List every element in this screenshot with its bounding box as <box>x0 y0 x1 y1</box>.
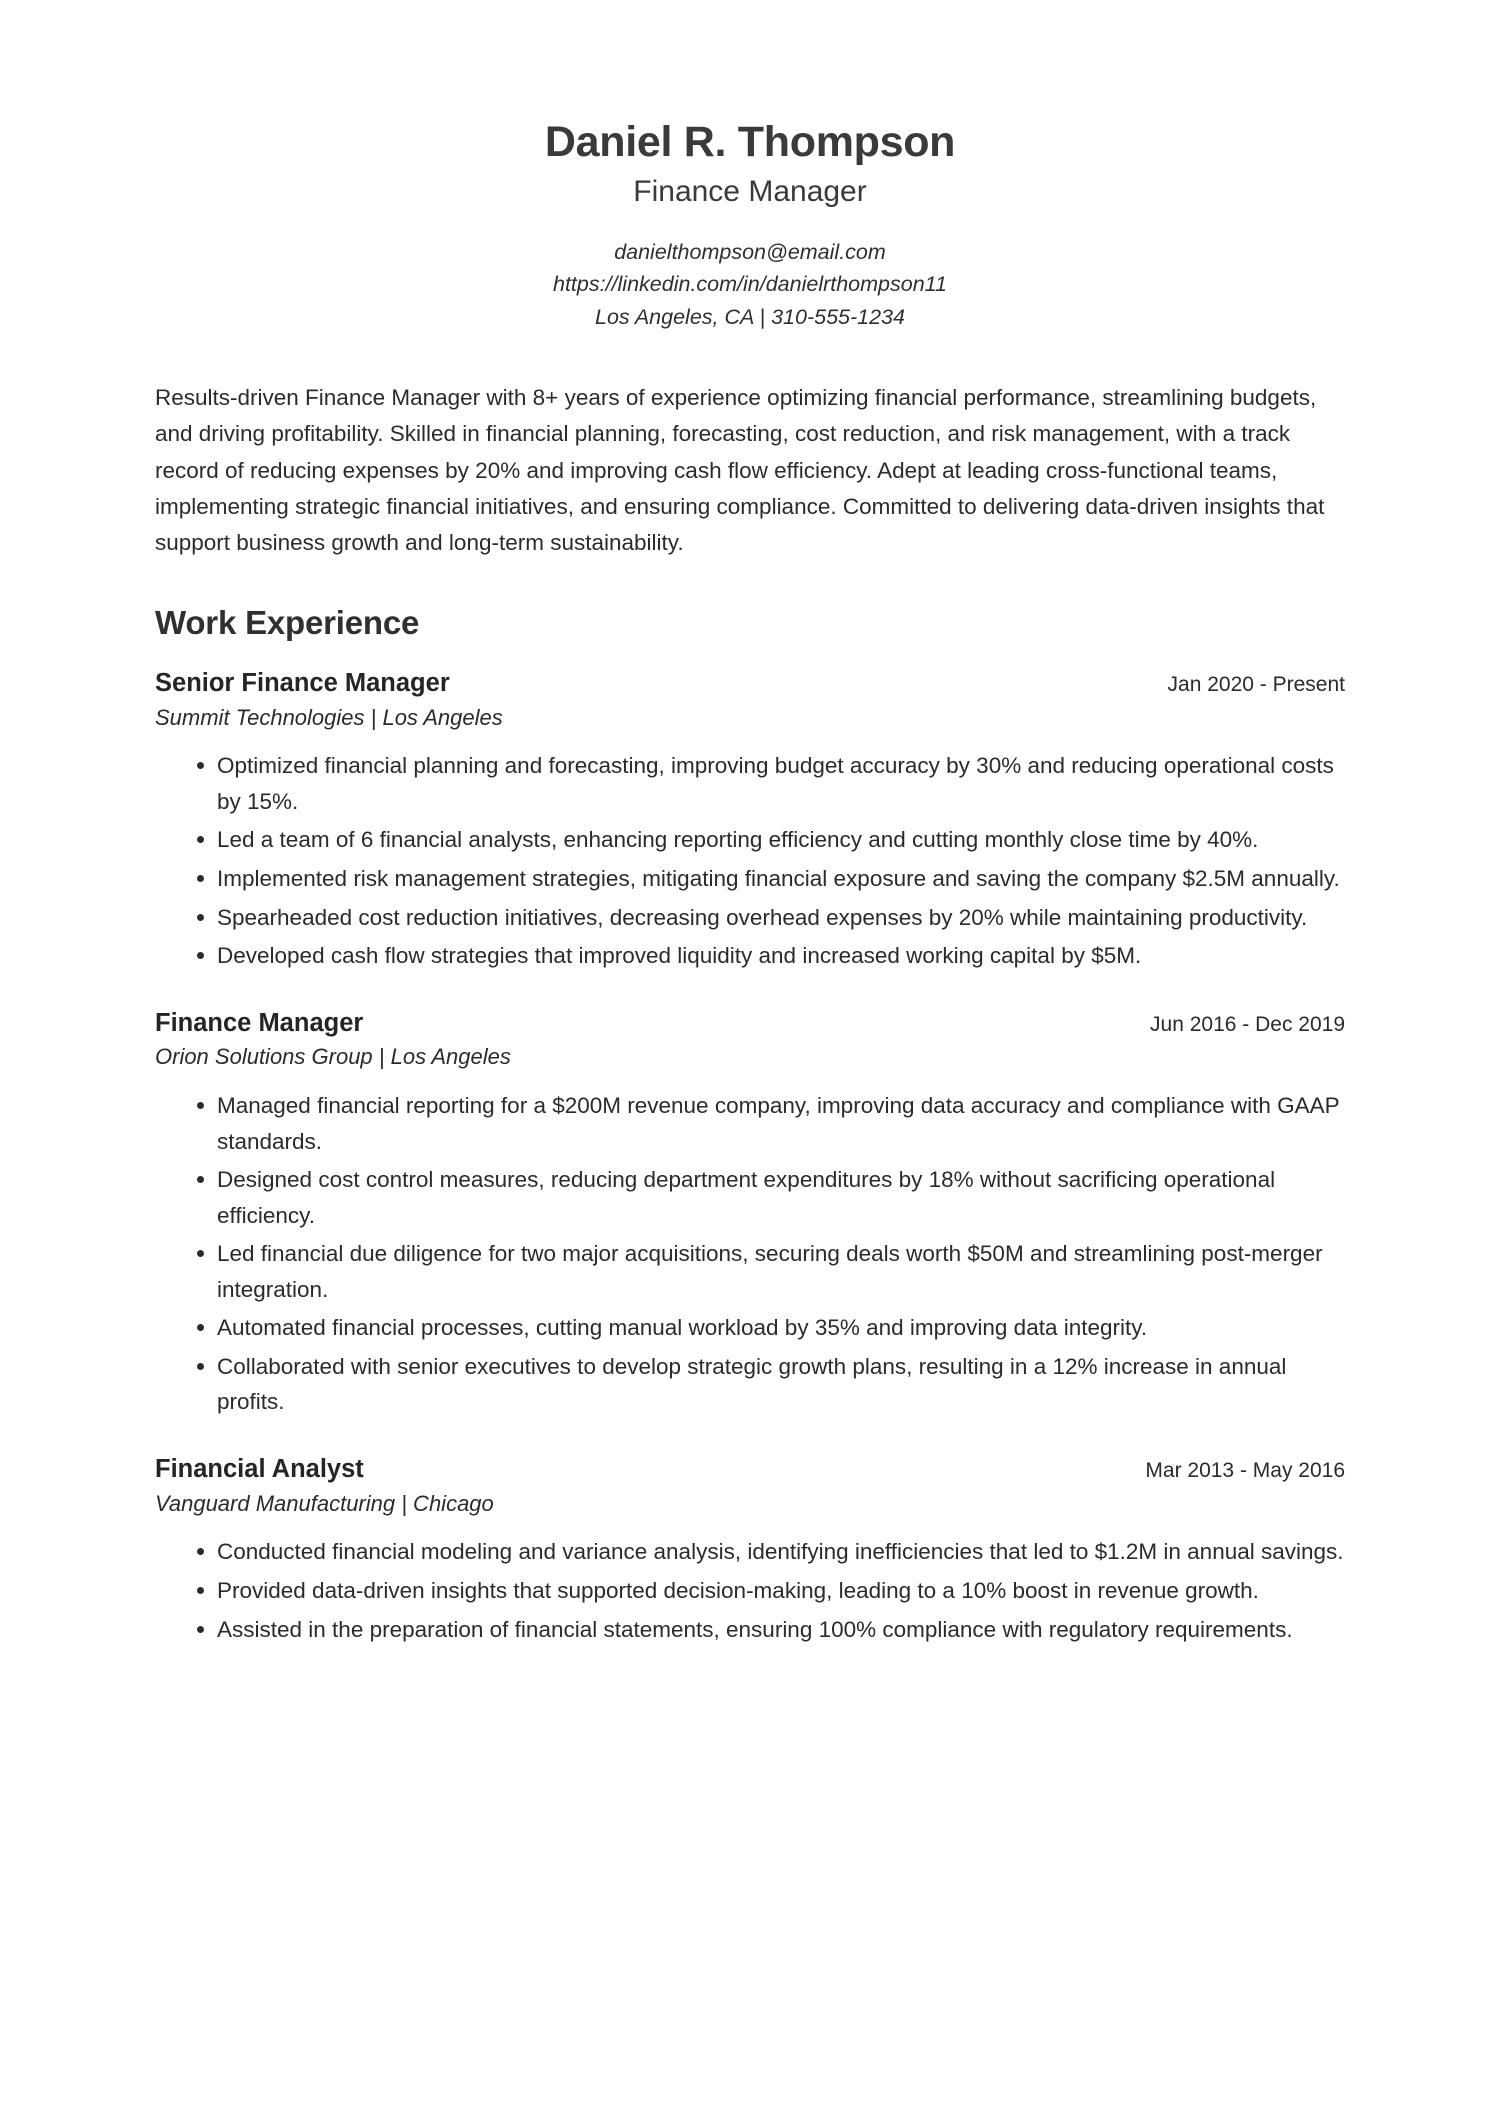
job-bullet: Spearheaded cost reduction initiatives, decreasing overhead expenses by 20% while maintaining productivity. <box>155 900 1345 936</box>
job-entry <box>155 1454 1345 1647</box>
job-entry <box>155 668 1345 974</box>
job-dates: Jun 2016 - Dec 2019 <box>1150 1012 1345 1036</box>
job-bullet-list <box>155 1088 1345 1420</box>
professional-summary: Results-driven Finance Manager with 8+ years of experience optimizing financial performance, streamlining budgets, and driving profitability. Skilled in financial planning, forecasting, cost reduction, and risk management, with a track record of reducing expenses by 20% and improving cash flow efficiency. Adept at leading cross-functional teams, implementing strategic financial initiatives, and ensuring compliance. Committed to delivering data-driven insights that support business growth and long-term sustainability. <box>155 384 1325 556</box>
job-header <box>155 668 1345 732</box>
job-bullet-list <box>155 748 1345 973</box>
job-bullet: Automated financial processes, cutting manual workload by 35% and improving data integrity. <box>155 1310 1345 1346</box>
job-bullet: Assisted in the preparation of financial statements, ensuring 100% compliance with regulatory requirements. <box>155 1612 1345 1648</box>
job-header-left <box>155 668 1148 732</box>
job-bullet: Led a team of 6 financial analysts, enhancing reporting efficiency and cutting monthly close time by 40%. <box>155 822 1345 858</box>
job-bullet: Conducted financial modeling and variance analysis, identifying inefficiencies that led to $1.2M in annual savings. <box>155 1534 1345 1570</box>
job-bullet: Designed cost control measures, reducing department expenditures by 18% without sacrificing operational efficiency. <box>155 1162 1345 1233</box>
resume-header <box>155 118 1345 334</box>
candidate-job-title: Finance Manager <box>633 175 867 209</box>
job-role: Financial Analyst <box>155 1455 364 1483</box>
job-company: Vanguard Manufacturing | Chicago <box>155 1490 494 1516</box>
candidate-name: Daniel R. Thompson <box>544 118 956 166</box>
job-company: Summit Technologies | Los Angeles <box>155 704 503 730</box>
job-company: Orion Solutions Group | Los Angeles <box>155 1044 511 1070</box>
job-header <box>155 1008 1345 1072</box>
contact-email: danielthompson@email.com <box>614 239 886 264</box>
job-dates: Jan 2020 - Present <box>1167 672 1345 696</box>
section-title-work-experience: Work Experience <box>155 603 420 641</box>
job-bullet: Managed financial reporting for a $200M revenue company, improving data accuracy and compliance with GAAP standards. <box>155 1088 1345 1159</box>
job-role: Finance Manager <box>155 1008 364 1037</box>
contact-linkedin: https://linkedin.com/in/danielrthompson11 <box>553 272 947 297</box>
job-bullet-list <box>155 1534 1345 1647</box>
contact-location-phone: Los Angeles, CA | 310-555-1234 <box>595 305 905 329</box>
job-role: Senior Finance Manager <box>155 668 450 697</box>
job-header-left <box>155 1008 1130 1072</box>
job-header-left <box>155 1454 1125 1518</box>
job-bullet: Provided data-driven insights that supported decision-making, leading to a 10% boost in revenue growth. <box>155 1573 1345 1609</box>
job-bullet: Implemented risk management strategies, mitigating financial exposure and saving the company $2.5M annually. <box>155 861 1345 897</box>
job-bullet: Developed cash flow strategies that improved liquidity and increased working capital by $5M. <box>155 938 1345 974</box>
job-bullet: Optimized financial planning and forecasting, improving budget accuracy by 30% and reducing operational costs by 15%. <box>155 748 1345 819</box>
job-bullet: Led financial due diligence for two major acquisitions, securing deals worth $50M and streamlining post-merger integration. <box>155 1236 1345 1307</box>
job-entry <box>155 1008 1345 1420</box>
job-bullet: Collaborated with senior executives to develop strategic growth plans, resulting in a 12% increase in annual profits. <box>155 1349 1345 1420</box>
job-header <box>155 1454 1345 1518</box>
job-dates: Mar 2013 - May 2016 <box>1145 1459 1345 1482</box>
